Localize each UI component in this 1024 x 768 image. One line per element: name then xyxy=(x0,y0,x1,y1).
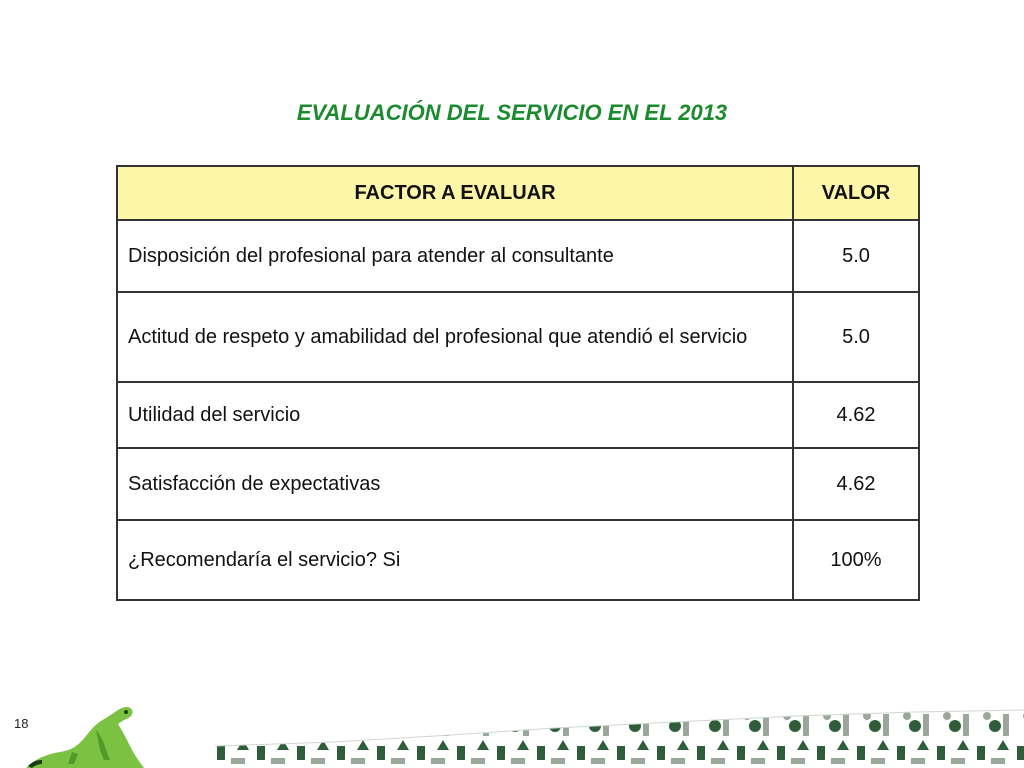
row-value: 5.0 xyxy=(793,292,919,382)
evaluation-table xyxy=(116,165,920,601)
header-factor: FACTOR A EVALUAR xyxy=(117,166,793,220)
table-row xyxy=(117,220,919,292)
row-factor: Actitud de respeto y amabilidad del profesional que atendió el servicio xyxy=(117,292,793,382)
decorative-pattern-band xyxy=(215,706,1024,768)
row-factor: Utilidad del servicio xyxy=(117,382,793,448)
row-value: 4.62 xyxy=(793,448,919,520)
table-row xyxy=(117,448,919,520)
table-header-row xyxy=(117,166,919,220)
table-row xyxy=(117,292,919,382)
row-factor: Disposición del profesional para atender al consultante xyxy=(117,220,793,292)
row-value: 100% xyxy=(793,520,919,600)
row-value: 5.0 xyxy=(793,220,919,292)
row-factor: ¿Recomendaría el servicio? Si xyxy=(117,520,793,600)
row-value: 4.62 xyxy=(793,382,919,448)
table-row xyxy=(117,382,919,448)
slide-title: EVALUACIÓN DEL SERVICIO EN EL 2013 xyxy=(296,100,728,125)
header-value: VALOR xyxy=(793,166,919,220)
table-row xyxy=(117,520,919,600)
iguana-logo-icon xyxy=(26,700,146,768)
page-number: 18 xyxy=(14,716,29,731)
row-factor: Satisfacción de expectativas xyxy=(117,448,793,520)
